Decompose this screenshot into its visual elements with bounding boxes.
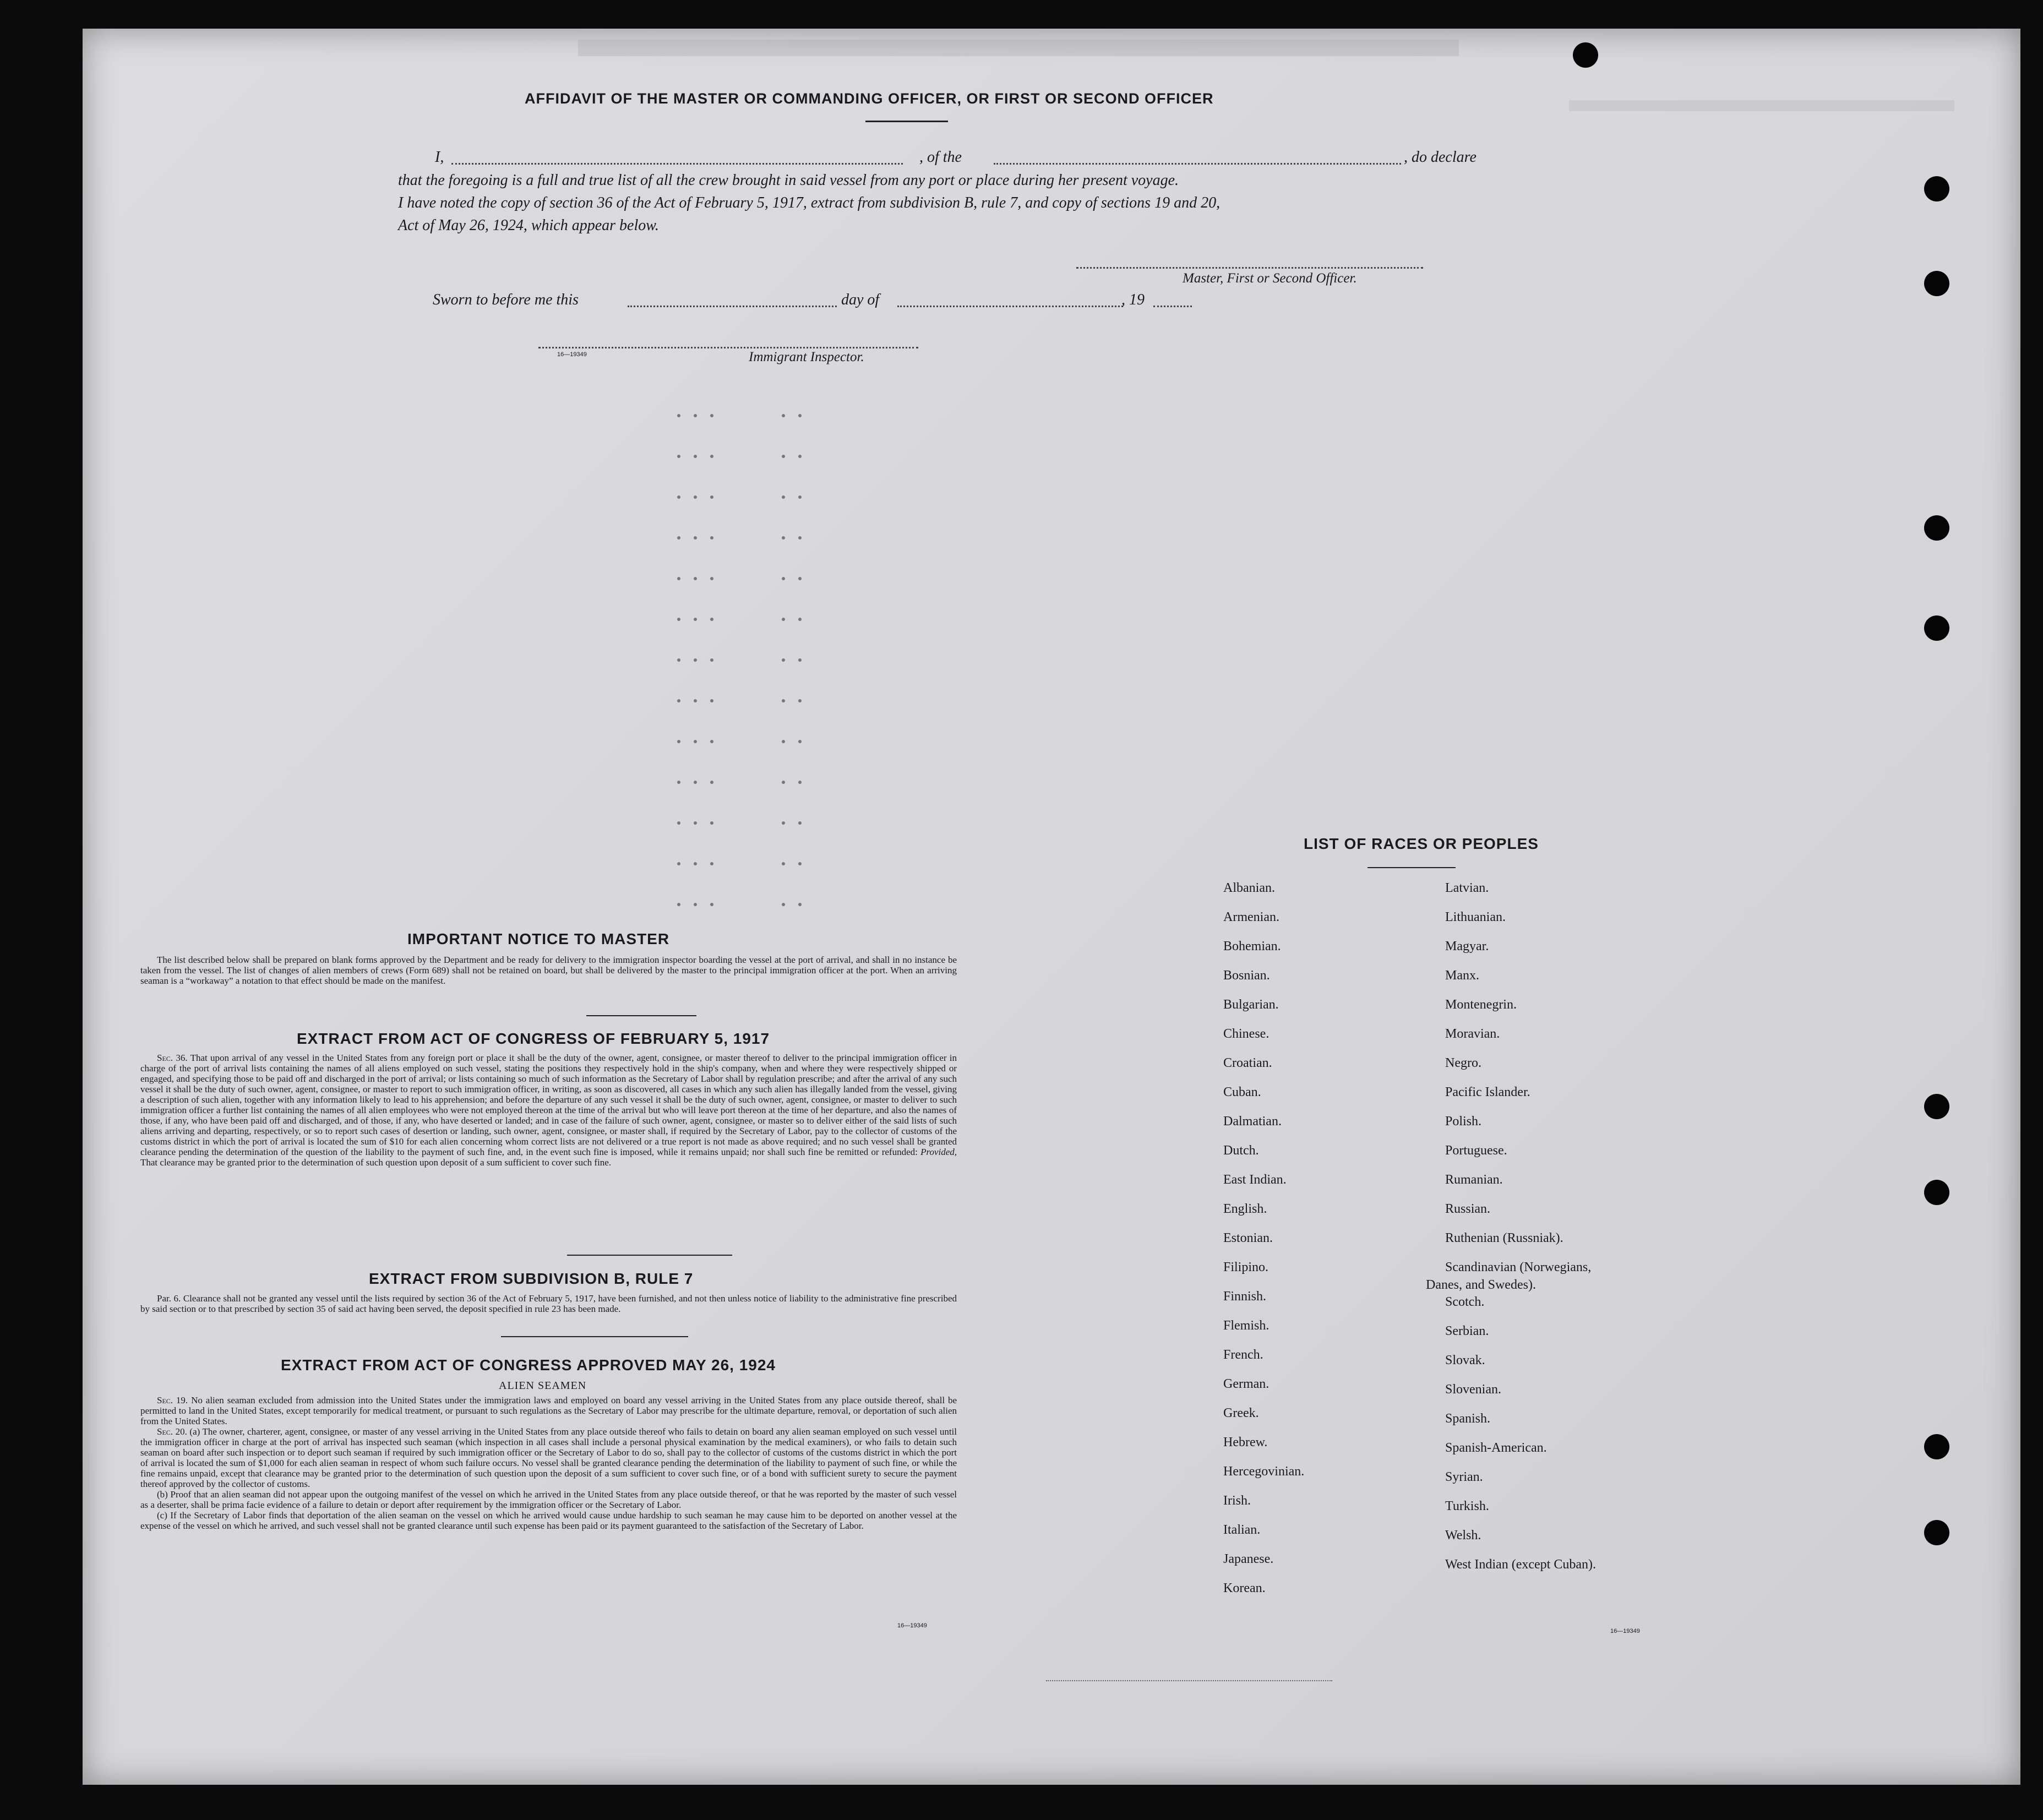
binder-hole: [1924, 615, 1949, 641]
race-item: Bosnian.: [1223, 968, 1270, 983]
race-item: Armenian.: [1223, 910, 1279, 924]
race-item: Syrian.: [1445, 1470, 1483, 1484]
leader-dot: [710, 781, 713, 784]
race-item: West Indian (except Cuban).: [1445, 1557, 1596, 1572]
notice-title: IMPORTANT NOTICE TO MASTER: [407, 930, 670, 947]
leader-dot: [710, 618, 713, 621]
race-item: Ruthenian (Russniak).: [1445, 1231, 1563, 1245]
bleed-through-mark: [578, 40, 1459, 56]
race-item: Croatian.: [1223, 1056, 1272, 1070]
signature-caption: Master, First or Second Officer.: [1183, 271, 1357, 286]
race-item: Japanese.: [1223, 1552, 1274, 1566]
bleed-through-mark: [1569, 100, 1954, 111]
extract-1917-body: [140, 1053, 957, 1168]
leader-dot: [782, 577, 785, 580]
race-item: Negro.: [1445, 1056, 1481, 1070]
race-item: East Indian.: [1223, 1173, 1287, 1187]
sec19-label: Sec. 19.: [157, 1395, 188, 1405]
race-item: German.: [1223, 1377, 1270, 1391]
leader-dot: [798, 862, 802, 865]
leader-dot: [782, 699, 785, 702]
section-label: Sec. 36.: [157, 1053, 188, 1063]
leader-dot: [710, 495, 713, 499]
race-item: Russian.: [1445, 1202, 1491, 1216]
name-field[interactable]: [451, 163, 903, 165]
leader-dot: [710, 577, 713, 580]
leader-dot: [782, 455, 785, 458]
leader-dot: [798, 577, 802, 580]
bottom-dotted-line: [1046, 1680, 1332, 1681]
race-item: Flemish.: [1223, 1318, 1270, 1333]
extract-rule7-body: [140, 1293, 957, 1314]
leader-dot: [677, 455, 680, 458]
affidavit-line4: Act of May 26, 1924, which appear below.: [398, 217, 659, 234]
sec19-text: No alien seaman excluded from admission into the United States under the immigration laws and employed on board any vessel arriving in the United States from any place outside thereof, shall be permitted to land in the United States, except temporarily for medical treatment, or pursuant to such regulations as the Secretary of Labor may prescribe for the ultimate departure, removal, or deportation of such alien from the United States.: [140, 1395, 957, 1426]
leader-dot: [782, 658, 785, 662]
form-number: 16—19349: [557, 351, 587, 358]
race-item: Polish.: [1445, 1114, 1482, 1129]
leader-dot: [798, 414, 802, 417]
binder-hole: [1924, 176, 1949, 201]
leader-dot: [782, 618, 785, 621]
form-number: 16—19349: [897, 1622, 927, 1629]
race-item: English.: [1223, 1202, 1267, 1216]
leader-dot: [677, 414, 680, 417]
leader-dot: [677, 495, 680, 499]
sec20b-text: (b) Proof that an alien seaman did not appear upon the outgoing manifest of the vessel on which he arrived in the United States from any place outside thereof, or that he was reported by the master of such vessel as a deserter, shall be prima facie evidence of a failure to detain or deport after requirement by the immigration officer or the Secretary of Labor.: [140, 1489, 957, 1510]
leader-dot: [710, 536, 713, 540]
leader-dot: [694, 658, 697, 662]
sec20-label: Sec. 20.: [157, 1426, 187, 1437]
race-item: Pacific Islander.: [1445, 1085, 1530, 1099]
leader-dot: [677, 781, 680, 784]
paper-sheet: [83, 29, 2020, 1785]
section-36-end: That clearance may be granted prior to the determination of such question upon deposit of a sum sufficient to cover such fine.: [140, 1157, 612, 1168]
leader-dot: [694, 699, 697, 702]
leader-dot: [782, 862, 785, 865]
leader-dot: [694, 495, 697, 499]
leader-dot: [677, 740, 680, 743]
leader-dot: [694, 862, 697, 865]
rule7-paragraph: Par. 6. Clearance shall not be granted any vessel until the lists required by section 36 of the Act of February 5, 1917, have been furnished, and not then unless notice of liability to the administrative fine prescribed by said section or to that prescribed by section 35 of said act having been served, the deposit specified in rule 23 has been made.: [140, 1293, 957, 1314]
section-divider: [586, 1015, 696, 1016]
race-item: Latvian.: [1445, 881, 1489, 895]
notice-body: [140, 955, 957, 986]
race-item: Greek.: [1223, 1406, 1259, 1420]
affidavit-line2: that the foregoing is a full and true list of all the crew brought in said vessel from any port or place during her present voyage.: [398, 172, 1179, 189]
leader-dot: [798, 781, 802, 784]
leader-dot: [710, 862, 713, 865]
affidavit-line3: I have noted the copy of section 36 of the Act of February 5, 1917, extract from subdivision B, rule 7, and copy of sections 19 and 20,: [398, 194, 1221, 211]
sworn-month-field[interactable]: [897, 306, 1123, 307]
race-item: Bulgarian.: [1223, 998, 1279, 1012]
inspector-signature-field[interactable]: [538, 347, 918, 348]
leader-dot: [782, 536, 785, 540]
leader-dot: [782, 414, 785, 417]
sworn-text: Sworn to before me this: [433, 291, 579, 308]
race-item: Slovak.: [1445, 1353, 1485, 1367]
leader-dot: [677, 536, 680, 540]
section-36-text: That upon arrival of any vessel in the United States from any foreign port or place it shall be the duty of the owner, agent, consignee, or master thereof to deliver to the principal immigration officer in charge of the port of arrival lists containing the names of all aliens employed on such vessel, stating the positions they respectively hold in the ship's company, when and where they were respectively shipped or engaged, and specifying those to be paid off and discharged in the port of arrival; or lists containing so much of such information as the Secretary of Labor shall by regulation prescribe; and after the arrival of any such vessel it shall be the duty of such owner, agent, consignee, or master to report to such immigration officer, in writing, as soon as discovered, all cases in which any such alien has illegally landed from the vessel, giving a description of such alien, together with any information likely to lead to his apprehension; and before the departure of any such vessel it shall be the duty of such owner, agent, consignee, or master to deliver to such immigration officer a further list containing the names of all alien employees who were not employed thereon at the time of the arrival but who will leave port thereon at the time of her departure, and also the names of those, if any, who have been paid off and discharged, and of those, if any, who have deserted or landed; and in case of the failure of such owner, agent, consignee, or master so to deliver either of the said lists of such aliens arriving and departing, respectively, or so to report such cases of desertion or landing, such owner, agent, consignee, or master shall, if required by the Secretary of Labor, pay to the collector of customs of the customs district in which the port of arrival is located the sum of $10 for each alien concerning whom correct lists are not delivered or a true report is not made as above required; and no such vessel shall be granted clearance pending the determination of the question of the liability to the payment of such fine, and, in the event such fine is imposed, while it remains unpaid; nor shall such fine be remitted or refunded:: [140, 1053, 957, 1157]
leader-dot: [798, 495, 802, 499]
race-item: Dutch.: [1223, 1143, 1259, 1158]
signature-field[interactable]: [1076, 267, 1423, 269]
extract-1924-title: EXTRACT FROM ACT OF CONGRESS APPROVED MAY 26, 1924: [281, 1356, 776, 1374]
section-divider: [501, 1336, 688, 1337]
races-title: LIST OF RACES OR PEOPLES: [1304, 835, 1539, 852]
race-item: Turkish.: [1445, 1499, 1489, 1513]
sec20a-text: (a) The owner, charterer, agent, consignee, or master of any vessel arriving in the United States from any place outside thereof who fails to detain on board any alien seaman employed on such vessel until the immigration officer in charge at the port of arrival has inspected such seaman (which inspection in all cases shall include a personal physical examination by the medical examiners), or who fails to detain such seaman on board after such inspection or to deport such seaman if required by such immigration officer or the Secretary of Labor to do so, shall pay to the collector of customs of the customs district in which the port of arrival is located the sum of $1,000 for each alien seaman in respect of whom such failure occurs. No vessel shall be granted clearance pending the determination of the liability to payment of such fine, or while the fine remains unpaid, except that clearance may be granted prior to the determination of such question upon the deposit of a sum sufficient to cover such fine, or of a bond with sufficient surety to secure the payment thereof approved by the collector of customs.: [140, 1426, 957, 1489]
notice-paragraph: The list described below shall be prepared on blank forms approved by the Department and be ready for delivery to the immigration inspector boarding the vessel at the port of arrival, and shall in no instance be taken from the vessel. The list of changes of alien members of crews (Form 689) shall not be retained on board, but shall be delivered by the master to the principal immigration officer at the port. When an arriving seaman is a “workaway” a notation to that effect should be made on the manifest.: [140, 955, 957, 986]
race-item: Moravian.: [1445, 1027, 1500, 1041]
leader-dot: [798, 455, 802, 458]
extract-1917-title: EXTRACT FROM ACT OF CONGRESS OF FEBRUARY 5, 1917: [297, 1030, 770, 1047]
extract-rule7-title: EXTRACT FROM SUBDIVISION B, RULE 7: [369, 1270, 694, 1287]
binder-hole: [1924, 271, 1949, 296]
leader-dot: [798, 740, 802, 743]
race-item: Bohemian.: [1223, 939, 1281, 953]
affidavit-line1-of: , of the: [919, 149, 962, 166]
race-item: Welsh.: [1445, 1528, 1481, 1543]
race-item: Serbian.: [1445, 1324, 1489, 1338]
leader-dot: [782, 821, 785, 825]
race-item: Slovenian.: [1445, 1382, 1501, 1397]
race-item: Rumanian.: [1445, 1173, 1503, 1187]
leader-dot: [694, 455, 697, 458]
leader-dot: [677, 862, 680, 865]
binder-hole: [1924, 1434, 1949, 1459]
race-item: Portuguese.: [1445, 1143, 1507, 1158]
leader-dot: [710, 414, 713, 417]
race-item: Cuban.: [1223, 1085, 1261, 1099]
leader-dot: [694, 740, 697, 743]
leader-dot: [677, 577, 680, 580]
race-item: Montenegrin.: [1445, 998, 1517, 1012]
races-underline: [1368, 867, 1456, 868]
leader-dot: [677, 821, 680, 825]
leader-dot: [694, 821, 697, 825]
leader-dot: [710, 699, 713, 702]
race-item: Spanish-American.: [1445, 1441, 1547, 1455]
leader-dot: [677, 658, 680, 662]
leader-dot: [798, 903, 802, 906]
leader-dot: [798, 658, 802, 662]
race-item: Spanish.: [1445, 1412, 1491, 1426]
race-item: Chinese.: [1223, 1027, 1270, 1041]
race-item: French.: [1223, 1348, 1263, 1362]
binder-hole: [1924, 1180, 1949, 1205]
proviso-word: Provided,: [920, 1147, 957, 1157]
sworn-day-label: day of: [841, 291, 880, 308]
leader-dot: [677, 903, 680, 906]
race-item: Estonian.: [1223, 1231, 1273, 1245]
leader-dot: [798, 618, 802, 621]
race-item: Finnish.: [1223, 1289, 1267, 1304]
sec20c-text: (c) If the Secretary of Labor finds that deportation of the alien seaman on the vessel on which he arrived would cause undue hardship to such seaman he may cause him to be deported on another vessel at the expense of the vessel on which he arrived, and such vessel shall not be granted clearance until such expense has been paid or its payment guaranteed to the satisfaction of the Secretary of Labor.: [140, 1510, 957, 1531]
leader-dot: [694, 903, 697, 906]
binder-hole: [1573, 42, 1598, 68]
affidavit-line1-start: I,: [435, 149, 444, 166]
alien-seamen-subtitle: ALIEN SEAMEN: [499, 1380, 587, 1392]
race-item: Dalmatian.: [1223, 1114, 1282, 1129]
leader-dot: [710, 821, 713, 825]
sworn-day-field[interactable]: [628, 306, 837, 307]
race-item: Italian.: [1223, 1523, 1261, 1537]
leader-dot: [782, 903, 785, 906]
binder-hole: [1924, 1520, 1949, 1545]
race-item: Irish.: [1223, 1494, 1251, 1508]
form-number: 16—19349: [1610, 1628, 1640, 1634]
race-item: Hercegovinian.: [1223, 1464, 1305, 1479]
race-item: Lithuanian.: [1445, 910, 1506, 924]
affidavit-line1-end: , do declare: [1404, 149, 1477, 166]
race-item: Korean.: [1223, 1581, 1266, 1595]
race-item: Magyar.: [1445, 939, 1489, 953]
leader-dot: [782, 495, 785, 499]
leader-dot: [677, 699, 680, 702]
leader-dot: [694, 781, 697, 784]
sworn-year-field[interactable]: [1153, 306, 1192, 307]
race-item: Danes, and Swedes).: [1426, 1278, 1536, 1292]
binder-hole: [1924, 515, 1949, 541]
leader-dot: [782, 781, 785, 784]
leader-dot: [798, 699, 802, 702]
affidavit-title: AFFIDAVIT OF THE MASTER OR COMMANDING OFFICER, OR FIRST OR SECOND OFFICER: [525, 90, 1214, 107]
race-item: Hebrew.: [1223, 1435, 1268, 1450]
leader-dot: [694, 536, 697, 540]
section-divider: [567, 1255, 732, 1256]
leader-dot: [677, 618, 680, 621]
race-item: Filipino.: [1223, 1260, 1269, 1274]
vessel-field[interactable]: [994, 163, 1401, 165]
leader-dot: [710, 455, 713, 458]
race-item: Albanian.: [1223, 881, 1275, 895]
race-item: Scotch.: [1445, 1295, 1485, 1309]
leader-dot: [710, 740, 713, 743]
leader-dot: [798, 821, 802, 825]
extract-1924-body: [140, 1395, 957, 1531]
leader-dot: [694, 577, 697, 580]
title-underline: [865, 121, 948, 122]
inspector-caption: Immigrant Inspector.: [749, 350, 864, 364]
leader-dot: [694, 618, 697, 621]
leader-dot: [694, 414, 697, 417]
leader-dot: [710, 903, 713, 906]
race-item: Scandinavian (Norwegians,: [1445, 1260, 1592, 1274]
race-item: Manx.: [1445, 968, 1479, 983]
leader-dot: [710, 658, 713, 662]
binder-hole: [1924, 1094, 1949, 1119]
leader-dot: [798, 536, 802, 540]
leader-dot: [782, 740, 785, 743]
sworn-year-label: , 19: [1121, 291, 1145, 308]
